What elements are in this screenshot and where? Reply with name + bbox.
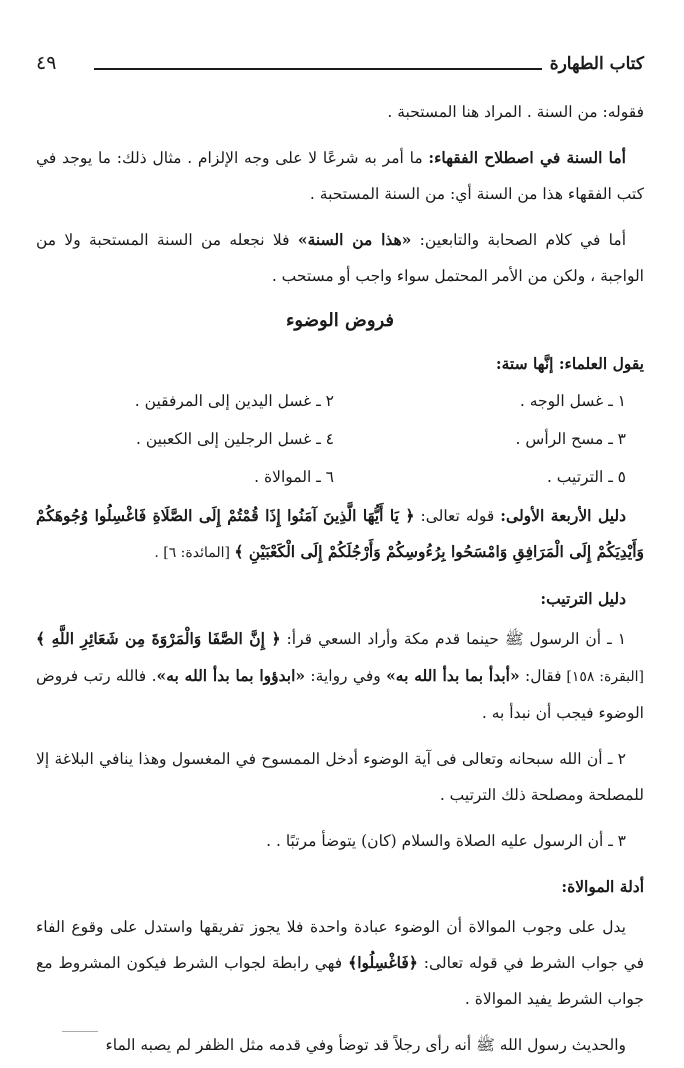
paragraph-order-evidence-3 <box>36 823 644 859</box>
list-item: ٤ ـ غسل الرجلين إلى الكعبين . <box>136 430 334 448</box>
footer-mark <box>62 1031 98 1032</box>
subheading-continuity-evidence: أدلة الموالاة: <box>561 877 644 896</box>
paragraph-sunnah-definition <box>36 140 644 212</box>
paragraph-text: أما في كلام الصحابة والتابعين: <box>411 231 627 249</box>
verse-reference: [البقرة: ١٥٨] <box>561 669 644 685</box>
page-header <box>36 52 644 82</box>
quoted-phrase: «هذا من السنة» <box>297 230 412 249</box>
paragraph-text: فقوله: من السنة . المراد هنا المستحبة . <box>387 103 644 121</box>
hadith-quote: «ابدؤوا بما بدأ الله به» <box>156 666 306 685</box>
paragraph-text: ما أمر به شرعًا لا على وجه الإلزام . مثال ذلك: ما يوجد في كتب الفقهاء هذا من السنة أي: من السنة المستحبة . <box>36 149 644 203</box>
paragraph-text: فقال: <box>519 667 562 685</box>
list-item: ٣ ـ مسح الرأس . <box>515 430 626 448</box>
paragraph-text: والحديث رسول الله ﷺ أنه رأى رجلاً قد توضأ وفي قدمه مثل الظفر لم يصبه الماء <box>105 1036 626 1054</box>
paragraph-order-evidence-2 <box>36 741 644 813</box>
paragraph-order-evidence-1 <box>36 621 644 731</box>
list-item: ٢ ـ غسل اليدين إلى المرفقين . <box>134 392 334 410</box>
scholars-statement: يقول العلماء: إنَّها ستة: <box>495 354 644 373</box>
section-heading: فروض الوضوء <box>285 310 395 331</box>
paragraph-text: فهي رابطة لجواب الشرط فيكون المشروط مع جواب الشرط يفيد الموالاة . <box>36 954 644 1008</box>
quran-verse: ﴿فَاغْسِلُوا﴾ <box>348 953 418 972</box>
paragraph-lead: أما السنة في اصطلاح الفقهاء: <box>428 148 626 167</box>
paragraph-sunnah-meaning <box>36 94 644 130</box>
quran-verse: ﴿ يَا أَيُّهَا الَّذِينَ آمَنُوا إِذَا قُمْتُمْ إِلَى الصَّلَاةِ فَاغْسِلُوا وُجُوهَكُمْ وَأَيْدِيَكُمْ إِلَى الْمَرَافِقِ وَامْسَحُوا بِرُءُوسِكُمْ وَأَرْجُلَكُمْ إِلَى الْكَعْبَيْنِ ﴾ <box>36 506 644 561</box>
paragraph-lead: دليل الأربعة الأولى: <box>500 506 627 525</box>
list-row <box>36 422 644 456</box>
list-item: ٦ ـ الموالاة . <box>254 468 334 486</box>
hadith-quote: «أبدأ بما بدأ الله به» <box>386 666 520 685</box>
paragraph-text: فلا نجعله من السنة المستحبة ولا من الواجبة ، ولكن من الأمر المحتمل سواء واجب أو مستحب . <box>36 231 644 285</box>
list-item: ١ ـ غسل الوجه . <box>519 392 626 410</box>
page-number: ٤٩ <box>36 52 57 74</box>
list-row <box>36 384 644 418</box>
quran-verse: ﴿ إِنَّ الصَّفَا وَالْمَرْوَةَ مِن شَعَائِرِ اللَّهِ ﴾ <box>36 629 281 648</box>
paragraph-first-four-evidence <box>36 498 644 571</box>
list-row <box>36 460 644 494</box>
paragraph-hadith <box>36 1027 644 1063</box>
paragraph-text: وفي رواية: <box>305 667 387 685</box>
list-item: ٥ ـ الترتيب . <box>546 468 626 486</box>
paragraph-text: ٣ ـ أن الرسول عليه الصلاة والسلام (كان) يتوضأ مرتبًا . . <box>266 832 626 850</box>
verse-reference: [المائدة: ٦] . <box>154 545 235 561</box>
header-divider <box>94 68 542 70</box>
paragraph-text: . فالله رتب فروض الوضوء فيجب أن نبدأ به . <box>36 667 644 722</box>
paragraph-continuity-evidence <box>36 909 644 1017</box>
paragraph-companions-usage <box>36 222 644 294</box>
book-title: كتاب الطهارة <box>549 54 644 74</box>
paragraph-text: ١ ـ أن الرسول ﷺ حينما قدم مكة وأراد السعي قرأ: <box>280 630 627 648</box>
page <box>36 52 645 1054</box>
paragraph-text: ٢ ـ أن الله سبحانه وتعالى فى آية الوضوء أدخل الممسوح في المغسول وهذا ينافي البلاغة إلا للمصلحة ومصلحة ذلك الترتيب . <box>36 750 644 804</box>
paragraph-text: قوله تعالى: <box>414 507 501 525</box>
subheading-order-evidence: دليل الترتيب: <box>540 589 626 608</box>
paragraph-text: يدل على وجوب الموالاة أن الوضوء عبادة واحدة فلا يجوز تفريقها واستدل على وقوع الفاء في جواب الشرط في قوله تعالى: <box>36 918 645 972</box>
